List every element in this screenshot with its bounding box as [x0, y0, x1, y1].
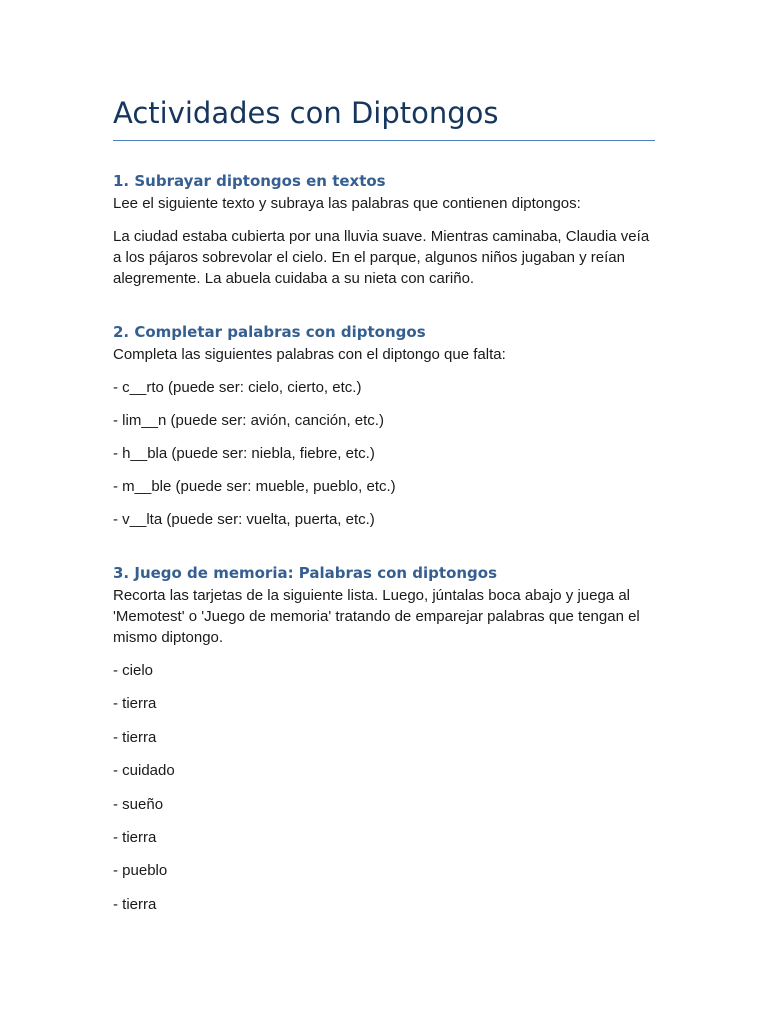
list-item: - tierra — [113, 728, 157, 746]
list-item: - pueblo — [113, 862, 168, 880]
section-instructions: Lee el siguiente texto y subraya las palabras que contienen diptongos: — [113, 195, 581, 212]
list-item: - tierra — [113, 695, 157, 713]
section-underline-diphthongs — [113, 170, 655, 289]
section-heading: 3. Juego de memoria: Palabras con diptongos — [113, 564, 498, 582]
list-item: - c__rto (puede ser: cielo, cierto, etc.) — [113, 379, 362, 396]
list-item: - m__ble (puede ser: mueble, pueblo, etc.) — [113, 478, 396, 495]
list-item: - sueño — [113, 795, 164, 813]
section-instructions: Completa las siguientes palabras con el diptongo que falta: — [113, 346, 506, 363]
document-page — [113, 94, 655, 915]
list-item: - v__lta (puede ser: vuelta, puerta, etc.) — [113, 511, 375, 528]
list-item: - h__bla (puede ser: niebla, fiebre, etc.) — [113, 445, 375, 462]
list-item: - cielo — [113, 662, 154, 679]
section-instructions: Recorta las tarjetas de la siguiente lista. Luego, júntalas boca abajo y juega al 'Memotest' o 'Juego de memoria' tratando de emparejar palabras que tengan el mismo diptongo. — [113, 587, 640, 646]
reading-passage: La ciudad estaba cubierta por una lluvia suave. Mientras caminaba, Claudia veía a los pájaros sobrevolar el cielo. En el parque, algunos niños jugaban y reían alegremente. La abuela cuidaba a su nieta con cariño. — [113, 228, 650, 287]
list-item: - cuidado — [113, 762, 175, 780]
section-memory-game — [113, 562, 655, 915]
list-item: - tierra — [113, 895, 157, 913]
section-complete-words — [113, 321, 655, 530]
section-heading: 2. Completar palabras con diptongos — [113, 323, 426, 341]
page-title: Actividades con Diptongos — [113, 94, 655, 141]
list-item: - tierra — [113, 828, 157, 846]
section-heading: 1. Subrayar diptongos en textos — [113, 172, 386, 190]
list-item: - lim__n (puede ser: avión, canción, etc.) — [113, 412, 384, 429]
